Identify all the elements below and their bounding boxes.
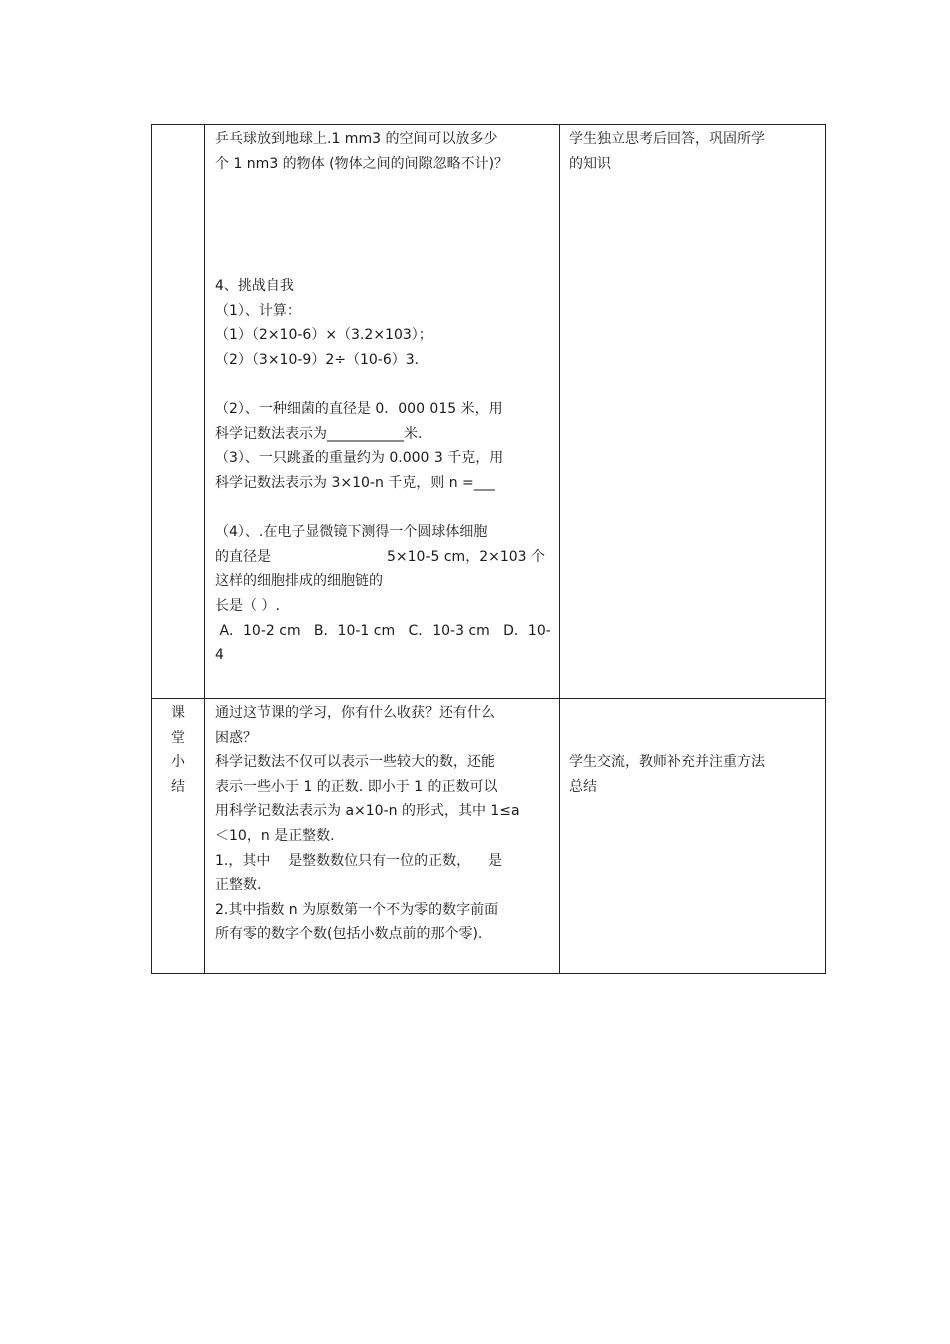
question-4-line: （4）、.在电子显微镜下测得一个圆球体细胞: [215, 524, 488, 541]
label-char: 堂: [171, 729, 185, 746]
notes-cell: [560, 125, 826, 699]
summary-line: 通过这节课的学习，你有什么收获？还有什么: [215, 705, 495, 721]
question-3-line: 科学记数法表示为 3×10-n 千克，则 n =___: [215, 474, 495, 491]
question-3-line: （3）、一只跳蚤的重量约为 0.000 3 千克，用: [215, 450, 504, 467]
summary-line: 1.，其中 是整数数位只有一位的正数， 是: [215, 852, 502, 869]
label-char: 小: [171, 754, 185, 771]
summary-line: 所有零的数字个数(包括小数点前的那个零).: [215, 926, 483, 943]
question-4-text: 的直径是: [215, 548, 271, 565]
summary-line: 困惑？: [215, 729, 257, 746]
row-label-cell: [152, 699, 205, 974]
challenge-title: 4、挑战自我: [215, 278, 294, 295]
row-label-cell: [152, 125, 205, 699]
content-cell: [205, 699, 560, 974]
table-row: [152, 699, 826, 974]
summary-line: ＜10，n 是正整数.: [215, 827, 335, 844]
label-char: 结: [171, 778, 185, 795]
question-2-line: 科学记数法表示为___________米.: [215, 425, 423, 442]
summary-content: [205, 699, 559, 947]
calc-title: （1）、计算：: [215, 302, 301, 319]
summary-line: 2.其中指数 n 为原数第一个不为零的数字前面: [215, 901, 499, 918]
row-label: [152, 125, 204, 127]
intro-line: 个 1 nm3 的物体 (物体之间的间隙忽略不计)？: [215, 155, 509, 172]
summary-line: 用科学记数法表示为 a×10-n 的形式，其中 1≤a: [215, 803, 520, 820]
question-4-line: 长是（ ）.: [215, 597, 280, 614]
notes-line: 学生交流，教师补充并注重方法: [569, 754, 765, 770]
summary-line: 表示一些小于 1 的正数. 即小于 1 的正数可以: [215, 778, 498, 795]
practice-content: [205, 125, 559, 668]
question-4-line: 这样的细胞排成的细胞链的: [215, 573, 383, 590]
label-char: 课: [171, 705, 185, 721]
table-row: [152, 125, 826, 699]
teacher-notes: [560, 125, 825, 176]
question-4-value: 5×10-5 cm，2×103 个: [387, 548, 546, 565]
row-label: [152, 699, 204, 799]
summary-line: 正整数.: [215, 877, 262, 894]
question-4-line: [215, 545, 551, 570]
question-4-options: 4: [215, 647, 224, 664]
calc-item: （1）（2×10-6）×（3.2×103）；: [215, 327, 433, 344]
summary-line: 科学记数法不仅可以表示一些较大的数，还能: [215, 754, 495, 771]
question-4-options: A．10-2 cm B．10-1 cm C．10-3 cm D．10-: [215, 622, 551, 639]
lesson-plan-table: [151, 124, 826, 974]
question-2-line: （2）、一种细菌的直径是 0．000 015 米，用: [215, 401, 503, 418]
intro-line: 乒乓球放到地球上.1 mm3 的空间可以放多少: [215, 131, 498, 147]
notes-line: 学生独立思考后回答，巩固所学: [569, 131, 765, 147]
calc-item: （2）（3×10-9）2÷（10-6）3.: [215, 351, 420, 368]
notes-line: 总结: [569, 778, 597, 795]
content-cell: [205, 125, 560, 699]
notes-line: 的知识: [569, 155, 611, 172]
notes-cell: [560, 699, 826, 974]
teacher-notes: [560, 699, 825, 799]
